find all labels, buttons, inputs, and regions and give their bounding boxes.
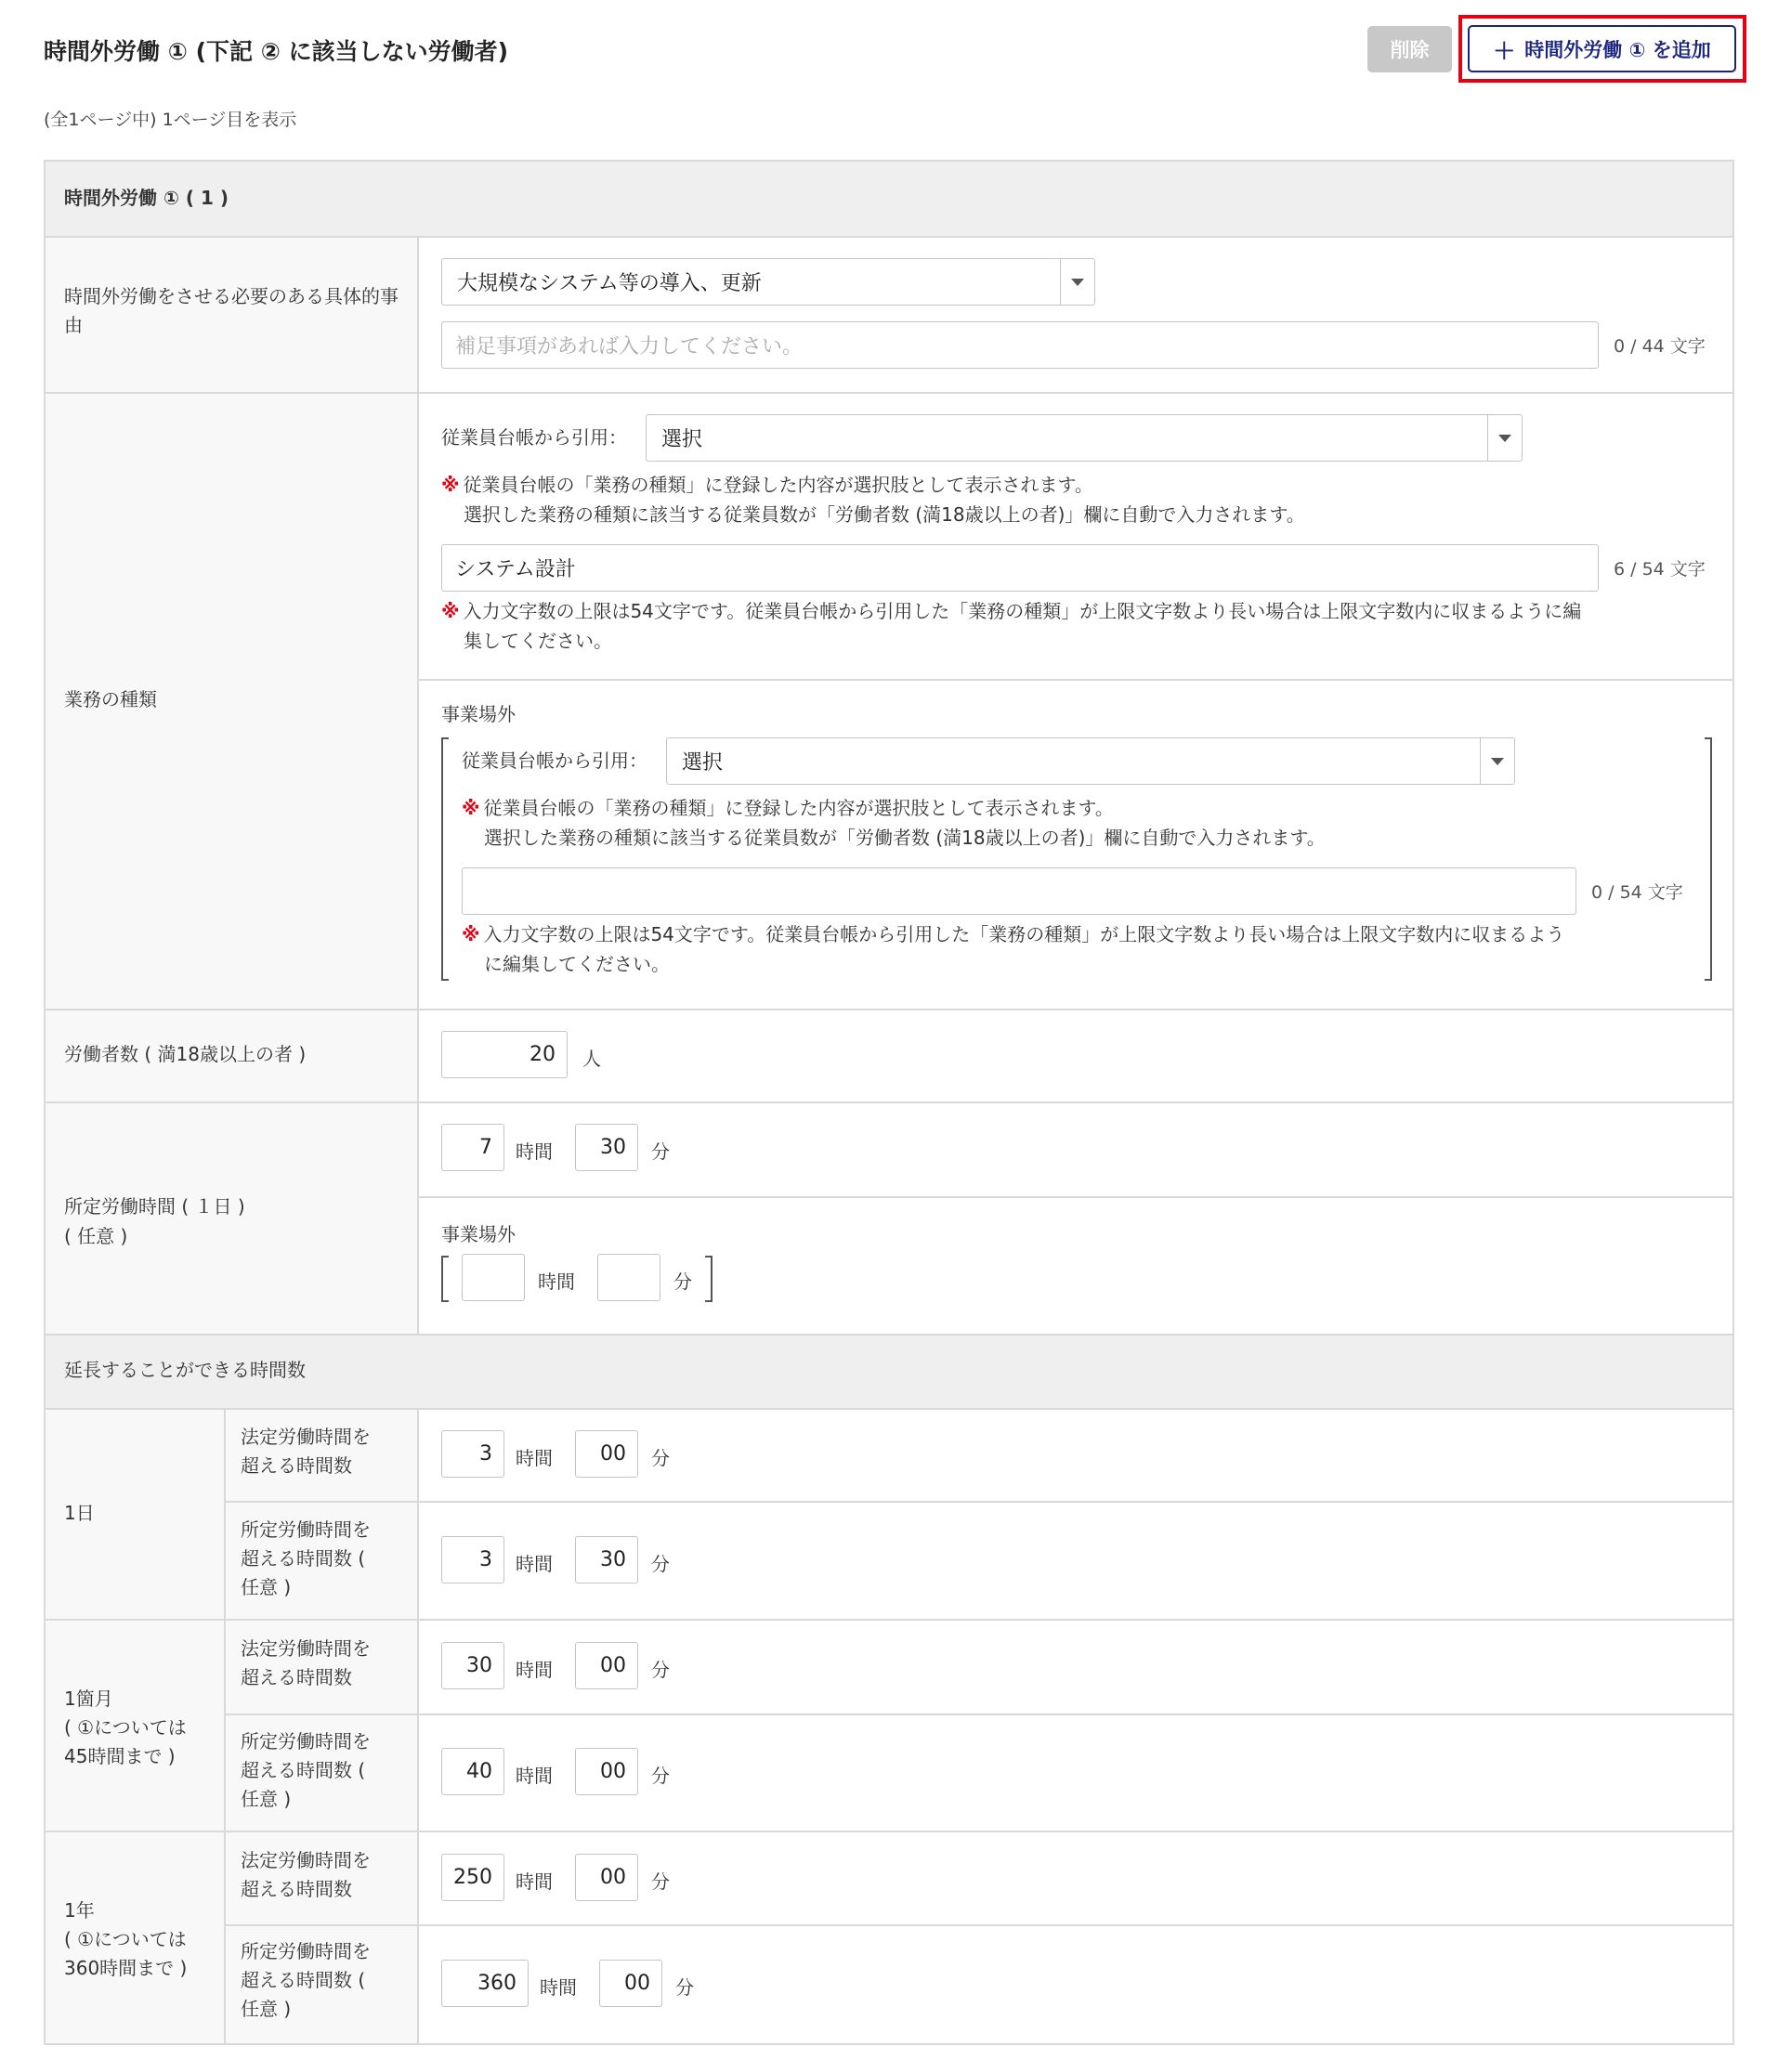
- month-legal-hours-input[interactable]: 30: [441, 1642, 504, 1689]
- chevron-down-icon: [1487, 415, 1522, 461]
- legal-label: 法定労働時間を 超える時間数: [241, 1426, 371, 1477]
- day-sched-hours-input[interactable]: 3: [441, 1536, 504, 1583]
- work-hours-hours-input[interactable]: 7: [441, 1124, 504, 1171]
- minutes-unit: 分: [651, 1553, 670, 1575]
- chevron-down-icon: [1060, 259, 1094, 305]
- paging-info: (全1ページ中) 1ページ目を表示: [44, 110, 297, 130]
- sched-label: 所定労働時間を 超える時間数 ( 任意 ): [241, 1730, 371, 1810]
- minutes-unit: 分: [675, 1976, 694, 1999]
- note-mark: ※: [441, 474, 460, 496]
- offsite-quote-value: 選択: [682, 751, 724, 775]
- day-legal-hours-input[interactable]: 3: [441, 1430, 504, 1478]
- job-type-text-input[interactable]: システム設計: [441, 544, 1599, 592]
- label-column-bg: [46, 236, 417, 1334]
- job-type-offsite-label: 事業場外: [441, 703, 516, 725]
- work-hours-minutes-input[interactable]: 30: [575, 1124, 638, 1171]
- hours-unit: 時間: [538, 1271, 575, 1293]
- bracket-left: [441, 1256, 449, 1302]
- month-sched-hours-input[interactable]: 40: [441, 1748, 504, 1795]
- offsite-text-counter: 0 / 54 文字: [1591, 882, 1683, 903]
- extension-month-label: 1箇月 ( ①については 45時間まで ): [64, 1688, 187, 1767]
- reason-select[interactable]: [441, 258, 1095, 306]
- add-overtime-label: 時間外労働 ① を追加: [1524, 38, 1711, 61]
- hours-unit: 時間: [540, 1976, 577, 1999]
- offsite-quote-select[interactable]: [666, 737, 1515, 785]
- job-type-quote-label: 従業員台帳から引用：: [441, 426, 627, 449]
- reason-supplement-counter: 0 / 44 文字: [1614, 336, 1706, 357]
- section-header-bg: [46, 162, 1732, 236]
- day-legal-minutes-input[interactable]: 00: [575, 1430, 638, 1478]
- job-type-text-counter: 6 / 54 文字: [1614, 559, 1706, 580]
- minutes-unit: 分: [651, 1870, 670, 1893]
- workers-label: 労働者数 ( 満18歳以上の者 ): [64, 1043, 307, 1065]
- reason-supplement-input[interactable]: 補足事項があれば入力してください。: [441, 321, 1599, 369]
- legal-label: 法定労働時間を 超える時間数: [241, 1849, 371, 1900]
- job-type-label: 業務の種類: [64, 688, 157, 710]
- work-hours-label-2: ( 任意 ): [64, 1225, 128, 1247]
- legal-label: 法定労働時間を 超える時間数: [241, 1637, 371, 1688]
- hours-unit: 時間: [516, 1765, 553, 1787]
- offsite-hours-input[interactable]: [462, 1254, 525, 1301]
- workers-unit: 人: [582, 1048, 601, 1070]
- month-legal-minutes-input[interactable]: 00: [575, 1642, 638, 1689]
- extension-year-label: 1年 ( ①については 360時間まで ): [64, 1899, 188, 1979]
- hours-unit: 時間: [516, 1447, 553, 1469]
- bracket-right: [705, 1256, 713, 1302]
- hours-unit: 時間: [516, 1870, 553, 1893]
- year-legal-hours-input[interactable]: 250: [441, 1854, 504, 1901]
- add-overtime-button[interactable]: [1468, 25, 1736, 72]
- minutes-unit: 分: [651, 1140, 670, 1163]
- job-type-quote-value: 選択: [661, 428, 703, 451]
- reason-select-value: 大規模なシステム等の導入、更新: [457, 272, 762, 295]
- overtime-table: [44, 160, 1734, 2045]
- month-sched-minutes-input[interactable]: 00: [575, 1748, 638, 1795]
- offsite-minutes-input[interactable]: [597, 1254, 660, 1301]
- day-sched-minutes-input[interactable]: 30: [575, 1536, 638, 1583]
- section-title: 時間外労働 ① ( 1 ): [64, 187, 229, 209]
- extension-title: 延長することができる時間数: [64, 1359, 306, 1381]
- workers-input[interactable]: 20: [441, 1031, 568, 1078]
- reason-label: 時間外労働をさせる必要のある具体的事由: [64, 285, 399, 336]
- year-legal-minutes-input[interactable]: 00: [575, 1854, 638, 1901]
- hours-unit: 時間: [516, 1553, 553, 1575]
- bracket-left: [441, 737, 449, 981]
- job-type-note-2: ※ 入力文字数の上限は54文字です。従業員台帳から引用した「業務の種類」が上限文字数より長い場合は上限文字数内に収まるように編 集してください。: [441, 600, 1582, 652]
- hours-unit: 時間: [516, 1659, 553, 1681]
- minutes-unit: 分: [651, 1765, 670, 1787]
- hours-unit: 時間: [516, 1140, 553, 1163]
- work-hours-offsite-label: 事業場外: [441, 1223, 516, 1245]
- minutes-unit: 分: [651, 1659, 670, 1681]
- offsite-text-input[interactable]: [462, 867, 1576, 915]
- sched-label: 所定労働時間を 超える時間数 ( 任意 ): [241, 1940, 371, 2020]
- work-hours-label-1: 所定労働時間 ( １日 ): [64, 1195, 245, 1218]
- chevron-down-icon: [1480, 738, 1514, 784]
- offsite-quote-label: 従業員台帳から引用：: [462, 749, 647, 772]
- offsite-note-2: ※ 入力文字数の上限は54文字です。従業員台帳から引用した「業務の種類」が上限文字数より長い場合は上限文字数内に収まるよう に編集してください。: [462, 923, 1565, 975]
- extension-day-label: 1日: [64, 1502, 95, 1524]
- page-title: 時間外労働 ① (下記 ② に該当しない労働者): [44, 38, 509, 65]
- year-sched-hours-input[interactable]: 360: [441, 1960, 529, 2007]
- job-type-note-1: ※ 従業員台帳の「業務の種類」に登録した内容が選択肢として表示されます。 選択した業務の種類に該当する従業員数が「労働者数 (満18歳以上の者)」欄に自動で入力されます。: [441, 474, 1305, 526]
- delete-button[interactable]: 削除: [1367, 26, 1452, 72]
- job-type-quote-select[interactable]: [646, 414, 1523, 462]
- sched-label: 所定労働時間を 超える時間数 ( 任意 ): [241, 1518, 371, 1598]
- minutes-unit: 分: [651, 1447, 670, 1469]
- year-sched-minutes-input[interactable]: 00: [599, 1960, 662, 2007]
- plus-icon: ＋: [1493, 38, 1516, 64]
- minutes-unit: 分: [673, 1271, 692, 1293]
- offsite-note-1: ※ 従業員台帳の「業務の種類」に登録した内容が選択肢として表示されます。 選択した業務の種類に該当する従業員数が「労働者数 (満18歳以上の者)」欄に自動で入力されます。: [462, 797, 1326, 849]
